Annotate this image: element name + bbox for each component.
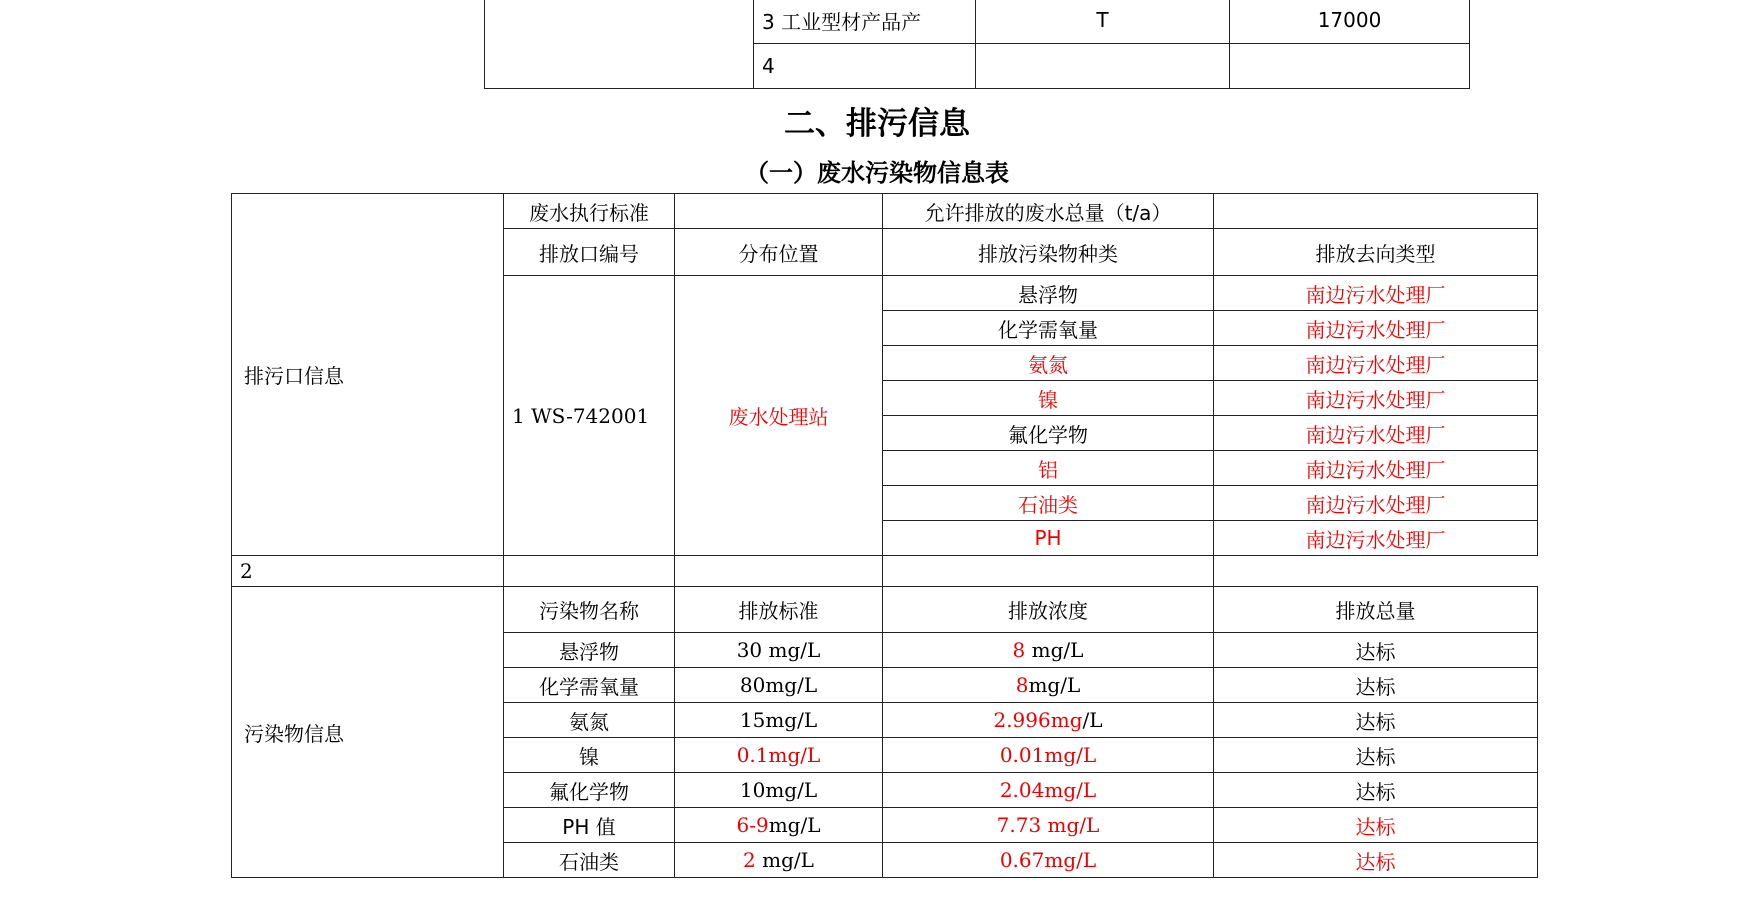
- pollutant-name: 氨氮: [504, 703, 675, 738]
- std-label: 废水执行标准: [504, 194, 675, 229]
- standard-unit: mg/L: [755, 848, 814, 872]
- pollutant-info-label: 污染物信息: [232, 587, 504, 878]
- table-title: （一）废水污染物信息表: [745, 159, 1009, 187]
- emission-concentration: [883, 633, 1214, 668]
- product-table: [484, 0, 1470, 89]
- product-item: 3 工业型材产品产: [754, 0, 976, 44]
- discharge-destination: 南边污水处理厂: [1214, 276, 1538, 311]
- column-header: 排放污染物种类: [883, 229, 1214, 276]
- emission-concentration: 0.67mg/L: [883, 843, 1214, 878]
- emission-concentration: [883, 703, 1214, 738]
- pollutant-name: 镍: [504, 738, 675, 773]
- emission-total: 达标: [1214, 738, 1538, 773]
- emission-concentration: 0.01mg/L: [883, 738, 1214, 773]
- pollutant-type: 镍: [883, 381, 1214, 416]
- table-row: [485, 0, 1470, 44]
- section-title: 二、排污信息: [784, 106, 970, 142]
- table-cell-empty: [883, 556, 1214, 587]
- concentration-value: 8: [1012, 638, 1026, 662]
- emission-total: 达标: [1214, 773, 1538, 808]
- product-item: 4: [754, 44, 976, 89]
- concentration-unit: mg/L: [1028, 673, 1081, 697]
- emission-standard: 0.1mg/L: [675, 738, 883, 773]
- concentration-value: 8: [1015, 673, 1029, 697]
- emission-standard: 10mg/L: [675, 773, 883, 808]
- discharge-destination: 南边污水处理厂: [1214, 521, 1538, 556]
- pollutant-name: 悬浮物: [504, 633, 675, 668]
- outlet-id: 1 WS-742001: [504, 276, 675, 556]
- pollutant-type: PH: [883, 521, 1214, 556]
- pollutant-type: 氟化学物: [883, 416, 1214, 451]
- emission-standard: [675, 843, 883, 878]
- product-unit: T: [976, 0, 1230, 44]
- pollutant-type: 悬浮物: [883, 276, 1214, 311]
- discharge-destination: 南边污水处理厂: [1214, 346, 1538, 381]
- emission-standard: [675, 808, 883, 843]
- table-row: [232, 556, 1538, 587]
- pollutant-type: 化学需氧量: [883, 311, 1214, 346]
- emission-total: 达标: [1214, 843, 1538, 878]
- emission-concentration: 2.04mg/L: [883, 773, 1214, 808]
- std-value: [675, 194, 883, 229]
- emission-total: 达标: [1214, 703, 1538, 738]
- table-row: [232, 194, 1538, 229]
- discharge-destination: 南边污水处理厂: [1214, 486, 1538, 521]
- emission-standard: 80mg/L: [675, 668, 883, 703]
- emission-concentration: 7.73 mg/L: [883, 808, 1214, 843]
- outlet-id: 2: [232, 556, 504, 587]
- standard-range: 6-9: [736, 813, 769, 837]
- column-header: 排放去向类型: [1214, 229, 1538, 276]
- column-header: 污染物名称: [504, 587, 675, 633]
- concentration-value: 2.996mg: [993, 708, 1083, 732]
- total-value: [1214, 194, 1538, 229]
- outlet-info-label: 排污口信息: [232, 194, 504, 556]
- outlet-location: 废水处理站: [675, 276, 883, 556]
- column-header: 排放浓度: [883, 587, 1214, 633]
- product-amount: 17000: [1230, 0, 1470, 44]
- discharge-destination: 南边污水处理厂: [1214, 311, 1538, 346]
- emission-total: 达标: [1214, 668, 1538, 703]
- pollutant-name: 石油类: [504, 843, 675, 878]
- column-header: 排放标准: [675, 587, 883, 633]
- concentration-unit: mg/L: [1025, 638, 1084, 662]
- pollutant-type: 铝: [883, 451, 1214, 486]
- column-header: 排放口编号: [504, 229, 675, 276]
- emission-concentration: [883, 668, 1214, 703]
- product-amount: [1230, 44, 1470, 89]
- column-header: 分布位置: [675, 229, 883, 276]
- pollutant-name: 氟化学物: [504, 773, 675, 808]
- concentration-unit: /L: [1082, 708, 1103, 732]
- standard-value: 2: [743, 848, 756, 872]
- wastewater-pollutant-table: [231, 193, 1538, 878]
- table-cell-empty: [504, 556, 675, 587]
- emission-total: 达标: [1214, 808, 1538, 843]
- discharge-destination: 南边污水处理厂: [1214, 451, 1538, 486]
- table-header-row: [232, 587, 1538, 633]
- table-cell-empty: [675, 556, 883, 587]
- pollutant-type: 石油类: [883, 486, 1214, 521]
- total-label: 允许排放的废水总量（t/a）: [883, 194, 1214, 229]
- standard-unit: mg/L: [768, 813, 821, 837]
- column-header: 排放总量: [1214, 587, 1538, 633]
- emission-standard: 30 mg/L: [675, 633, 883, 668]
- pollutant-name: PH 值: [504, 808, 675, 843]
- table-cell-empty: [485, 0, 754, 89]
- pollutant-type: 氨氮: [883, 346, 1214, 381]
- emission-total: 达标: [1214, 633, 1538, 668]
- discharge-destination: 南边污水处理厂: [1214, 416, 1538, 451]
- pollutant-name: 化学需氧量: [504, 668, 675, 703]
- emission-standard: 15mg/L: [675, 703, 883, 738]
- product-unit: [976, 44, 1230, 89]
- discharge-destination: 南边污水处理厂: [1214, 381, 1538, 416]
